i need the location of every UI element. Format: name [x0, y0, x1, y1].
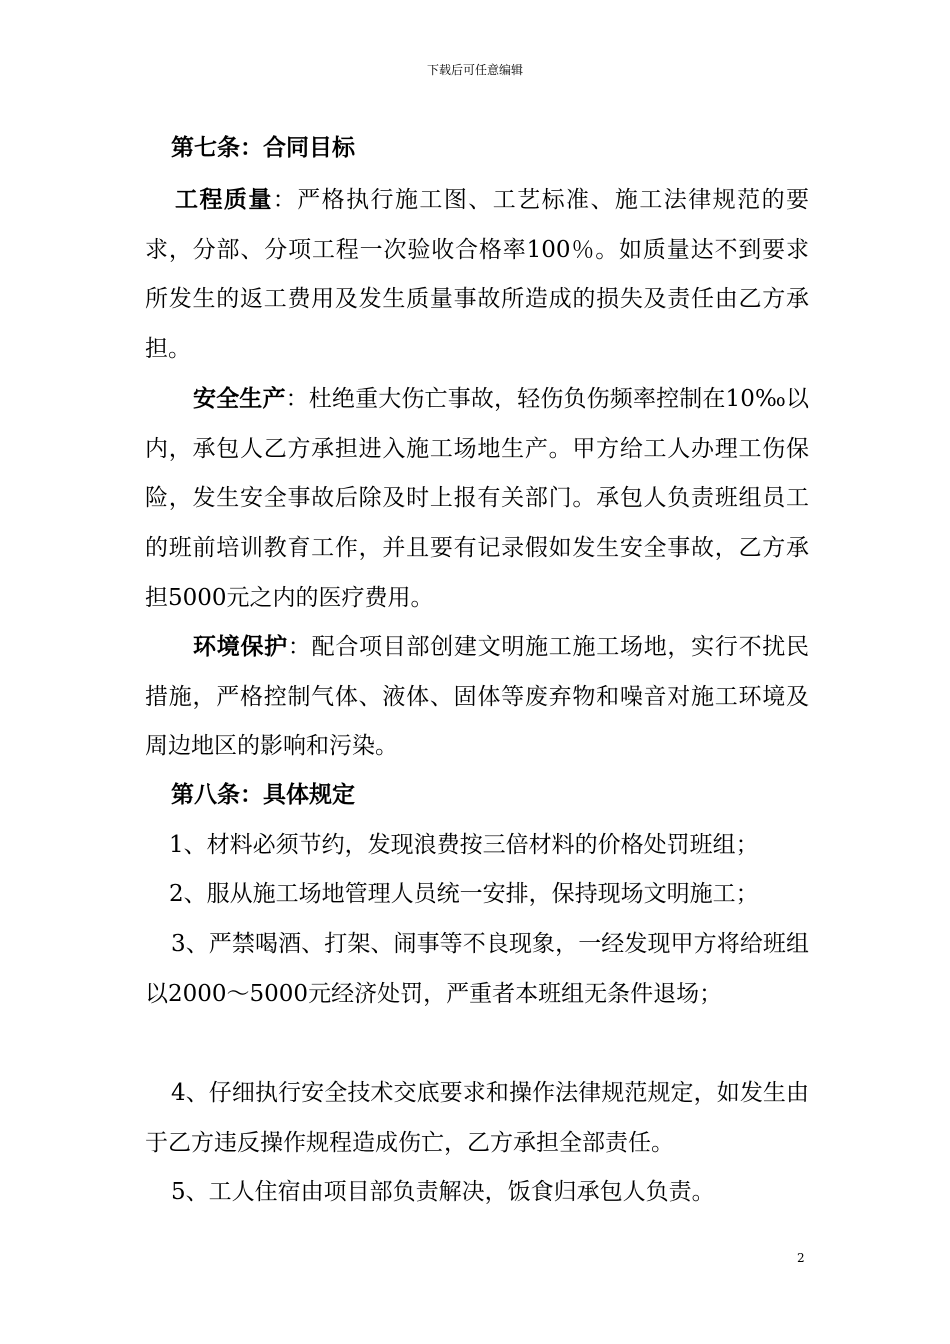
quality-label: 工程质量 [175, 186, 273, 213]
section-7-title: 第七条：合同目标 [171, 134, 355, 161]
rule-item-2: 2、服从施工场地管理人员统一安排，保持现场文明施工； [169, 881, 759, 907]
environment-label: 环境保护 [193, 633, 288, 660]
page-header: 下载后可任意编辑 [426, 63, 523, 77]
rule-item-3: 3、严禁喝酒、打架、闹事等不良现象，一经发现甲方将给班组以2000～5000元经济处罚，严重者本班组无条件退场； [145, 931, 809, 1007]
quality-text: ：严格执行施工图、工艺标准、施工法律规范的要求，分部、分项工程一次验收合格率100％。如质量达不到要求所发生的返工费用及发生质量事故所造成的损失及责任由乙方承担。 [145, 187, 810, 363]
environment-paragraph [145, 622, 809, 772]
rule-item-1: 1、材料必须节约，发现浪费按三倍材料的价格处罚班组； [169, 832, 759, 858]
rule-item-4: 4、仔细执行安全技术交底要求和操作法律规范规定，如发生由于乙方违反操作规程造成伤亡，乙方承担全部责任。 [145, 1080, 809, 1156]
environment-text: ：配合项目部创建文明施工施工场地，实行不扰民措施，严格控制气体、液体、固体等废弃物和噪音对施工环境及周边地区的影响和污染。 [145, 634, 810, 760]
page-number: 2 [797, 1251, 805, 1265]
rule-item-5: 5、工人住宿由项目部负责解决，饭食归承包人负责。 [171, 1179, 715, 1205]
quality-paragraph [145, 175, 809, 375]
safety-label: 安全生产 [193, 385, 286, 412]
safety-paragraph [145, 374, 809, 624]
section-8-title: 第八条：具体规定 [171, 781, 355, 808]
safety-text: ：杜绝重大伤亡事故，轻伤负伤频率控制在10‰以内，承包人乙方承担进入施工场地生产。甲方给工人办理工伤保险，发生安全事故后除及时上报有关部门。承包人负责班组员工的班前培训教育工作，并且要有记录假如发生安全事故，乙方承担5000元之内的医疗费用。 [145, 386, 809, 611]
